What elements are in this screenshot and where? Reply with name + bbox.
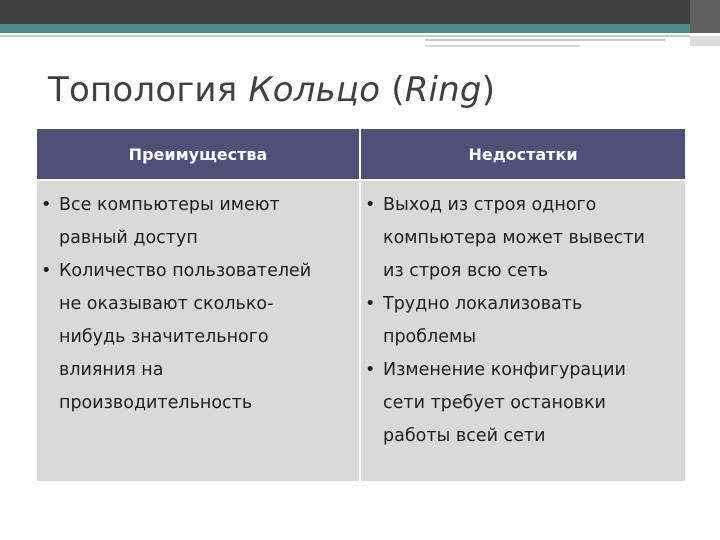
list-item-text: нибудь значительного bbox=[59, 327, 269, 347]
slide-title bbox=[48, 70, 495, 110]
advantages-cell bbox=[41, 189, 353, 420]
title-italic-text: Кольцо bbox=[248, 70, 381, 110]
list-item-text: проблемы bbox=[383, 327, 477, 347]
list-item bbox=[365, 189, 681, 288]
title-italic-text: Ring bbox=[404, 70, 482, 110]
list-item-text: Все компьютеры имеют bbox=[59, 195, 280, 215]
column-divider bbox=[359, 129, 361, 481]
bullet-icon: • bbox=[365, 294, 376, 314]
header-rule bbox=[0, 35, 690, 37]
bullet-icon: • bbox=[365, 360, 376, 380]
list-item-text: Изменение конфигурации bbox=[383, 360, 626, 380]
header-advantages: Преимущества bbox=[37, 129, 359, 179]
list-item-text: сети требует остановки bbox=[383, 393, 606, 413]
title-text: Топология bbox=[48, 70, 249, 110]
title-text: ( bbox=[380, 70, 405, 110]
list-item-text: работы всей сети bbox=[383, 426, 546, 446]
list-item-text: Выход из строя одного bbox=[383, 195, 597, 215]
list-item bbox=[365, 354, 681, 453]
title-text: ) bbox=[481, 70, 496, 110]
header-disadvantages: Недостатки bbox=[361, 129, 685, 179]
list-item-text: компьютера может вывести bbox=[383, 228, 645, 248]
row-divider bbox=[37, 179, 685, 181]
list-item-text: Трудно локализовать bbox=[383, 294, 583, 314]
header-rule bbox=[690, 36, 720, 46]
header-rule bbox=[425, 45, 580, 47]
disadvantages-cell bbox=[365, 189, 681, 453]
list-item-text: влияния на bbox=[59, 360, 164, 380]
comparison-table bbox=[37, 129, 685, 481]
bullet-icon: • bbox=[41, 261, 52, 281]
list-item-text: не оказывают сколько- bbox=[59, 294, 274, 314]
bullet-icon: • bbox=[365, 195, 376, 215]
top-bar-accent bbox=[0, 24, 720, 33]
list-item bbox=[41, 255, 353, 420]
list-item-text: Количество пользователей bbox=[59, 261, 312, 281]
bullet-icon: • bbox=[41, 195, 52, 215]
list-item-text: равный доступ bbox=[59, 228, 198, 248]
list-item-text: производительность bbox=[59, 393, 253, 413]
top-right-block bbox=[690, 0, 720, 33]
list-item-text: из строя всю сеть bbox=[383, 261, 549, 281]
header-rule bbox=[425, 39, 665, 41]
list-item bbox=[365, 288, 681, 354]
list-item bbox=[41, 189, 353, 255]
top-bar-dark bbox=[0, 0, 720, 24]
